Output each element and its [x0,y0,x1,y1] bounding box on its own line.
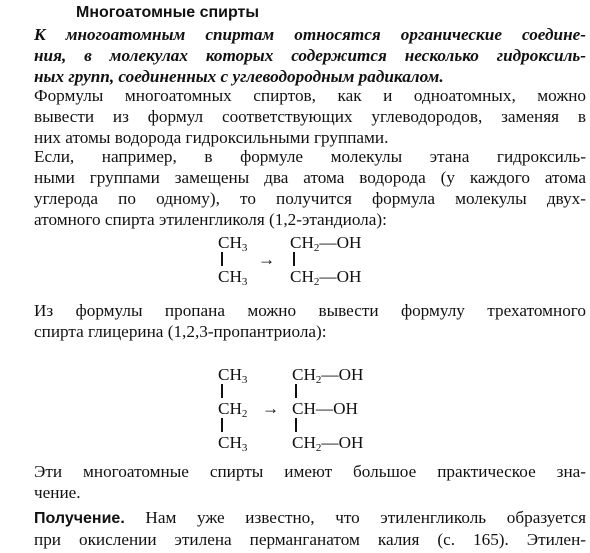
formula-ch2-middle: $CH_2$ [218,399,248,420]
paragraph-line: Эти многоатомные спирты имеют большое практическое зна- [34,462,586,481]
paragraph-line: вывести из формул соответствующих углеводородов, заменяя в [34,107,586,126]
paragraph-line: ными группами замещены два атома водорода (у каждого атома [34,168,586,187]
formula-ch2oh-top: $CH_2—OH$ [290,233,362,254]
formula-ch2oh-bottom: $CH_2—OH$ [292,433,364,454]
production-text: Нам уже известно, что этиленгликоль образуется [124,508,586,527]
definition-line: ных групп, соединенных с углеводородным радикалом. [34,67,444,86]
section-title: Многоатомные спирты [76,4,260,21]
paragraph-line: углерода по одному), то получится формула молекулы двух- [34,189,586,208]
bond-line [295,418,297,432]
formula-ch3-bottom: $CH_3$ [218,433,248,454]
bond-line [221,384,223,398]
production-heading: Получение. [34,510,125,527]
formula-ch3-top: $CH_3$ [218,365,248,386]
paragraph-line: атомного спирта этиленгликоля (1,2-этандиола): [34,210,387,229]
definition-line: К многоатомным спиртам относятся органические соедине- [34,25,586,44]
formula-ch3-bottom: $CH_3$ [218,267,248,288]
formula-choh-middle: CH—OH [292,399,358,418]
reaction-arrow: → [258,250,276,269]
formula-ch2oh-bottom: $CH_2—OH$ [290,267,362,288]
paragraph-line: при окислении этилена перманганатом калия (с. 165). Этилен- [34,530,586,549]
paragraph-line: них атомы водорода гидроксильными группами. [34,128,389,147]
bond-line [295,384,297,398]
paragraph-line: спирта глицерина (1,2,3-пропантриола): [34,322,327,341]
paragraph-line [34,507,586,529]
formula-ch3-top: $CH_3$ [218,233,248,254]
paragraph-line: Если, например, в формуле молекулы этана гидроксиль- [34,147,586,166]
definition-line: ния, в молекулах которых содержится несколько гидроксиль- [34,46,586,65]
paragraph-line: Из формулы пропана можно вывести формулу трехатомного [34,301,586,320]
paragraph-line: чение. [34,483,81,502]
bond-line [221,418,223,432]
paragraph-practical [34,461,586,503]
paragraph-production [34,507,586,550]
reaction-arrow: → [262,399,280,418]
formula-ch2oh-top: $CH_2—OH$ [292,365,364,386]
paragraph-line: Формулы многоатомных спиртов, как и одноатомных, можно [34,86,586,105]
